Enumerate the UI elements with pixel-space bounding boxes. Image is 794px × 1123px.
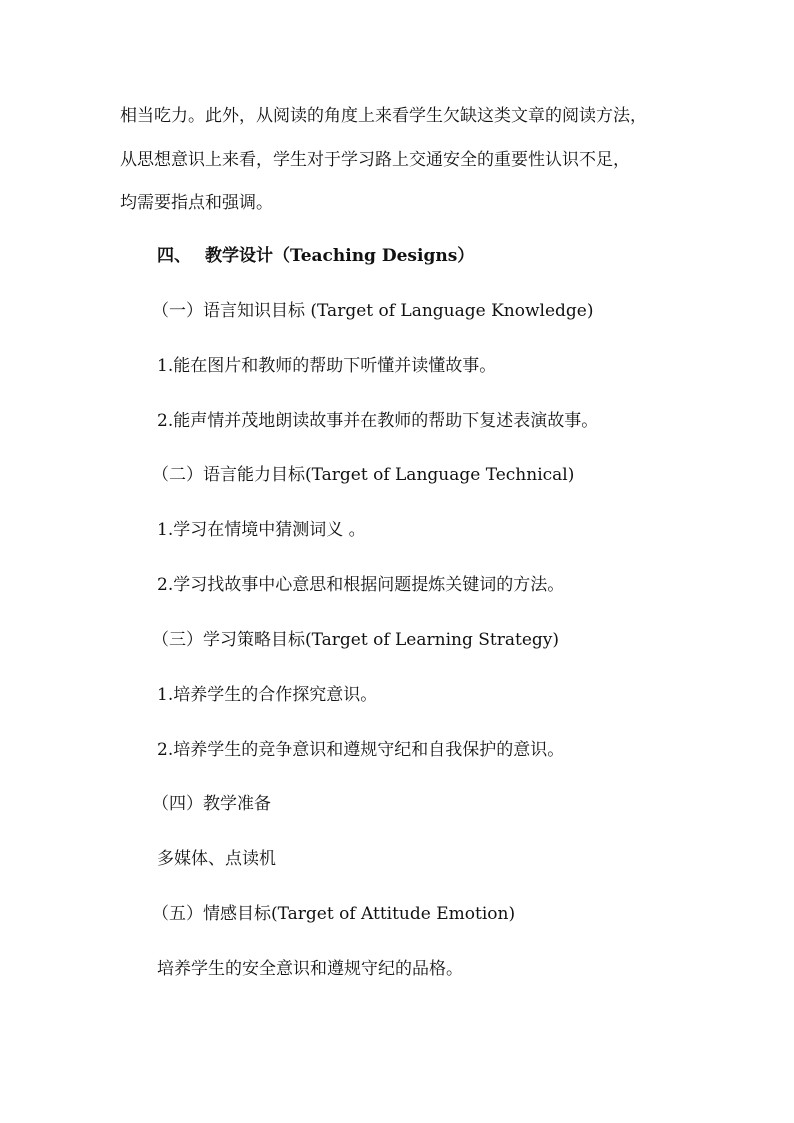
subsection-title-1: （一）语言知识目标 (Target of Language Knowledge)	[152, 301, 594, 321]
list-item: 多媒体、点读机	[157, 849, 276, 869]
subsection-title-2: （二）语言能力目标(Target of Language Technical)	[152, 465, 575, 485]
list-item: 2.培养学生的竞争意识和遵规守纪和自我保护的意识。	[157, 740, 565, 760]
list-item: 2.学习找故事中心意思和根据问题提炼关键词的方法。	[157, 575, 565, 595]
subsection-title-3: （三）学习策略目标(Target of Learning Strategy)	[152, 630, 560, 650]
section-number: 四、	[157, 246, 191, 266]
list-item: 1.能在图片和教师的帮助下听懂并读懂故事。	[157, 356, 497, 376]
list-item: 培养学生的安全意识和遵规守纪的品格。	[157, 959, 463, 979]
intro-line-2: 从思想意识上来看，学生对于学习路上交通安全的重要性认识不足，	[120, 150, 630, 170]
intro-line-3: 均需要指点和强调。	[120, 193, 273, 213]
list-item: 1.学习在情境中猜测词义 。	[157, 520, 366, 540]
section-title: 教学设计（Teaching Designs）	[205, 246, 475, 266]
section-heading	[157, 244, 474, 268]
intro-line-1: 相当吃力。此外，从阅读的角度上来看学生欠缺这类文章的阅读方法，	[120, 106, 647, 126]
subsection-title-5: （五）情感目标(Target of Attitude Emotion)	[152, 904, 516, 924]
list-item: 1.培养学生的合作探究意识。	[157, 685, 378, 705]
subsection-title-4: （四）教学准备	[152, 794, 271, 814]
list-item: 2.能声情并茂地朗读故事并在教师的帮助下复述表演故事。	[157, 411, 599, 431]
